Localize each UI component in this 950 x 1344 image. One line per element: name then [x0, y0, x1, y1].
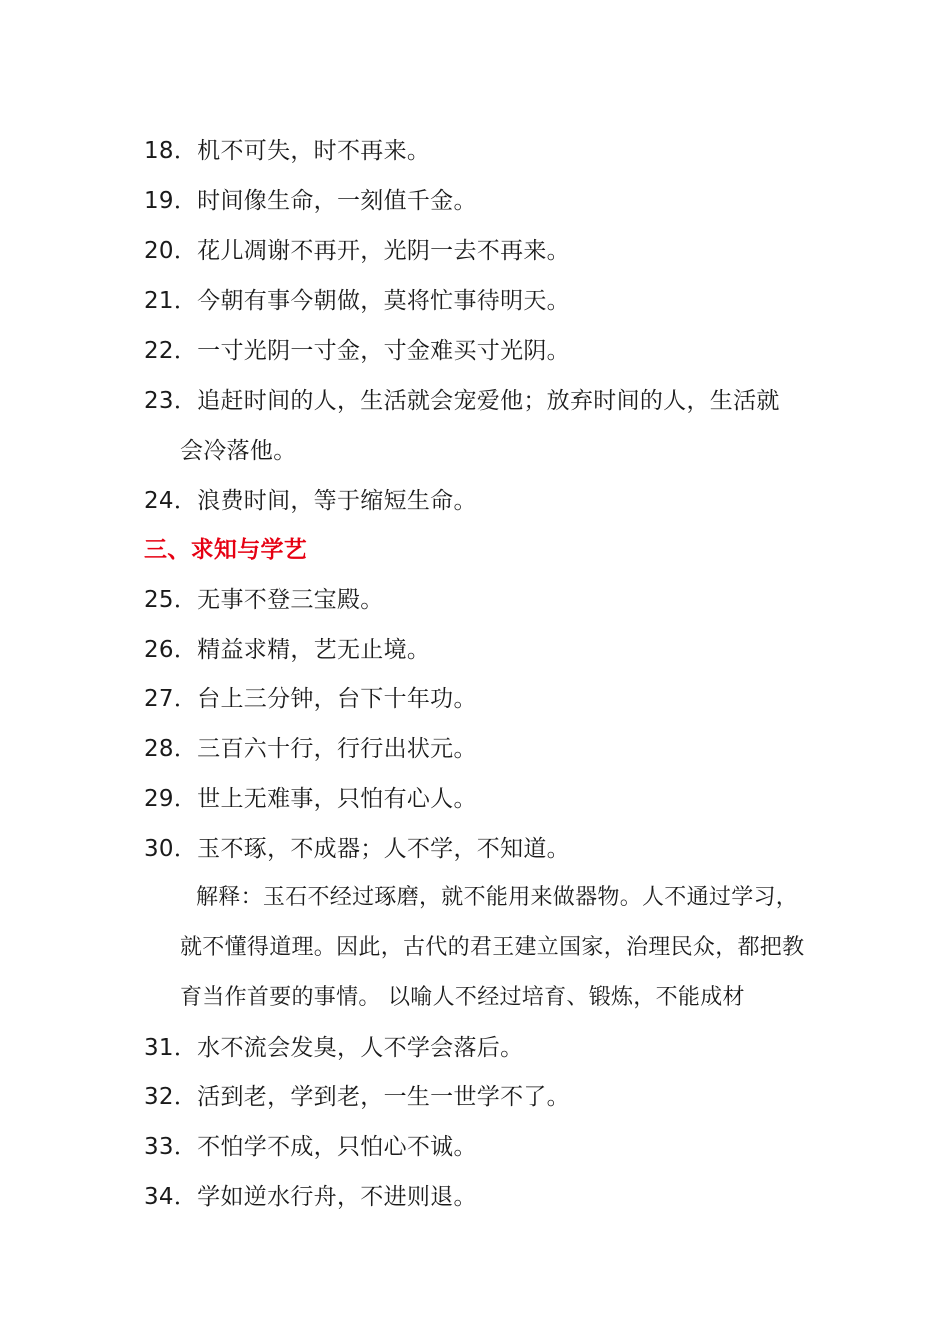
list-item: [144, 784, 477, 814]
item-number: 20．: [144, 238, 198, 264]
item-number: 25．: [144, 587, 198, 613]
explanation-line: 就不懂得道理。因此，古代的君王建立国家，治理民众，都把教: [180, 935, 805, 960]
item-number: 21．: [144, 288, 198, 314]
item-number: 18．: [144, 138, 198, 164]
item-number: 34．: [144, 1184, 198, 1210]
item-text: 活到老，学到老，一生一世学不了。: [197, 1084, 570, 1110]
list-item: [144, 1132, 477, 1162]
explanation-line: 解释：玉石不经过琢磨，就不能用来做器物。人不通过学习，: [196, 885, 799, 910]
item-text: 精益求精，艺无止境。: [197, 637, 431, 663]
item-text: 浪费时间，等于缩短生命。: [197, 488, 477, 514]
item-number: 24．: [144, 488, 198, 514]
list-item: [144, 734, 477, 764]
item-text: 世上无难事，只怕有心人。: [197, 786, 477, 812]
list-item: [144, 336, 570, 366]
list-item: [144, 684, 477, 714]
item-text: 机不可失，时不再来。: [197, 138, 431, 164]
explanation-line: 育当作首要的事情。 以喻人不经过培育、锻炼，不能成材: [180, 985, 745, 1010]
list-item: [144, 236, 570, 266]
item-number: 19．: [144, 188, 198, 214]
item-text: 时间像生命，一刻值千金。: [197, 188, 477, 214]
section-heading: 三、求知与学艺: [144, 537, 308, 563]
item-number: 26．: [144, 637, 198, 663]
list-item: [144, 1033, 523, 1063]
item-number: 28．: [144, 736, 198, 762]
item-number: 30．: [144, 836, 198, 862]
list-item: [144, 486, 477, 516]
item-number: 32．: [144, 1084, 198, 1110]
item-text: 无事不登三宝殿。: [197, 587, 384, 613]
list-item: [144, 1082, 570, 1112]
list-item: [144, 286, 570, 316]
item-number: 23．: [144, 388, 198, 414]
item-number: 27．: [144, 686, 198, 712]
list-item: [144, 585, 384, 615]
item-text: 学如逆水行舟，不进则退。: [197, 1184, 477, 1210]
item-number: 31．: [144, 1035, 198, 1061]
item-text: 三百六十行，行行出状元。: [197, 736, 477, 762]
item-number: 29．: [144, 786, 198, 812]
item-number: 22．: [144, 338, 198, 364]
list-item: [144, 834, 570, 864]
list-item: [144, 186, 477, 216]
list-item: [144, 386, 780, 416]
item-text: 追赶时间的人，生活就会宠爱他；放弃时间的人，生活就: [197, 388, 780, 414]
list-item: [144, 136, 430, 166]
item-text: 玉不琢，不成器；人不学，不知道。: [197, 836, 570, 862]
item-text: 花儿凋谢不再开，光阴一去不再来。: [197, 238, 570, 264]
item-text: 台上三分钟，台下十年功。: [197, 686, 477, 712]
item-text: 今朝有事今朝做，莫将忙事待明天。: [197, 288, 570, 314]
list-item: [144, 1182, 477, 1212]
item-text: 水不流会发臭，人不学会落后。: [197, 1035, 524, 1061]
list-item-continuation: 会冷落他。: [180, 438, 297, 464]
item-text: 一寸光阴一寸金，寸金难买寸光阴。: [197, 338, 570, 364]
item-text: 不怕学不成，只怕心不诚。: [197, 1134, 477, 1160]
list-item: [144, 635, 430, 665]
item-number: 33．: [144, 1134, 198, 1160]
